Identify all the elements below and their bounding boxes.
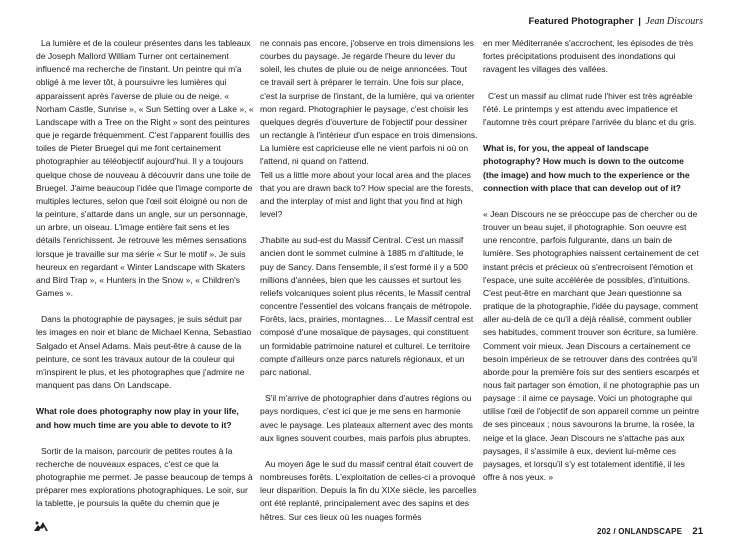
issue-label: 202 / ONLANDSCAPE — [596, 527, 683, 536]
page-footer — [597, 526, 703, 537]
paragraph: en mer Méditerranée s'accrochent, les épisodes de très fortes précipitations produisent des inondations qui ravagent les villages des vallées. — [483, 38, 694, 75]
paragraph: Sortir de la maison, parcourir de petites routes à la recherche de nouveaux espaces, c'est ce que la photographie me permet. Je passe beaucoup de temps à préparer mes explorations photographiques. Le soir, sur la tablette, je poursuis la quête du chemin que je — [36, 445, 253, 509]
paragraph: J'habite au sud-est du Massif Central. C'est un massif ancien dont le sommet culmine à 1885 m d'altitude, le puy de Sancy. Dans l'ensemble, il s'est formé il y a 500 millions d'années, bien que les causses et surtout les reliefs volcaniques soient plus récents, le Massif central concentre l'essentiel des volcans français de métropole. Forêts, lacs, prairies, montagnes… Le Massif central est composé d'une mosaïque de paysages, qui constituent un formidable patrimoine naturel et culturel. Le territoire compte d'ailleurs onze parcs naturels régionaux, et un parc national. — [260, 235, 474, 377]
text-column-1 — [36, 37, 254, 524]
paragraph: Au moyen âge le sud du massif central était couvert de nombreuses forêts. L'exploitation de celles-ci a provoqué leur disparition. Depuis la fin du XIXe siècle, les parcelles ont été replanté, principalement avec des sapins et des hêtres. Sur ces lieux où les nuages formés — [260, 458, 477, 522]
page-number: 21 — [692, 526, 703, 537]
section-label: Featured Photographer — [528, 16, 634, 27]
paragraph: C'est un massif au climat rude l'hiver est très agréable l'été. Le printemps y est attendu avec impatience et l'automne très court prépare l'arrivée du blanc et du gris. — [483, 90, 697, 127]
paragraph: Dans la photographie de paysages, je suis séduit par les images en noir et blanc de Michael Kenna, Sebastiao Salgado et Ansel Adams. Mais peut-être à cause de la peinture, ce sont les travaux autour de la couleur qui m'inspirent le plus, et les photographes que j'admire ne manquent pas dans On Landscape. — [36, 314, 252, 391]
paragraph: La lumière et de la couleur présentes dans les tableaux de Joseph Mallord William Turner ont certainement influencé ma recherche de l'instant. Un peintre qui m'a obligé à me lever tôt, à poursuivre les lumières qui apparaissent après l'averse de pluie ou de neige. « Norham Castle, Sunrise », « Sun Setting over a Lake », « Landscape with a Tree on the Right » sont des peintures que je regarde fréquemment. C'est l'apparent fouillis des toiles de Pieter Bruegel qui me font certainement photographier au téléobjectif aujourd'hui. Il y a toujours quelque chose de nouveau à découvrir dans une toile de Bruegel. J'aime beaucoup l'idée que l'image comporte de multiples lectures, selon que l'œil soit éloigné ou non de la peinture, s'attarde dans un angle, sur un personnage, un arbre, un oiseau. L'image entière fait sens et les détails l'enrichissent. Je retrouve les mêmes sensations lorsque je travaille sur ma série « Sur le motif ». Je suis heureux en regardant « Winter Landscape with Skaters and Bird Trap », « Hunters in the Snow », « Children's Games ». — [36, 38, 254, 298]
photographer-name: Jean Discours — [645, 16, 703, 27]
landscape-logo-icon — [34, 520, 48, 532]
paragraph: « Jean Discours ne se préoccupe pas de chercher ou de trouver un beau sujet, il photographie. Son oeuvre est une rencontre, parfois fulgurante, dans un bain de lumière. Ses photographies naissent certainement de cet instant précis et précieux où s'entrecroisent l'émotion et l'espace, une suite accélérée de possibles, d'intuitions. C'est peut-être en marchant que Jean questionne sa pratique de la photographie, l'idée du paysage, comment aller au-delà de ce qu'il a déjà réalisé, comment oublier ses habitudes, comment trouver son écriture, sa lumière. Comment voir mieux. Jean Discours a certainement ce besoin impérieux de se retrouver dans des contrées qu'il aborde pour la première fois sur des sentiers escarpés et nous fait partager son émotion, il ne photographie pas un paysage : il aime ce paysage. Voici un photographe qui utilise l'œil de l'objectif de son appareil comme un peintre de ses pinceaux ; nous savourons la brume, la rosée, la neige et la glace. Jean Discours ne s'attache pas aux paysages, il s'assimile à eux, devient lui-même ces paysages, et lorsqu'il s'y est totalement identifié, il les offre à nos yeux. » — [483, 208, 700, 483]
interview-question: What role does photography now play in your life, and how much time are you able to devote to it? — [36, 406, 239, 430]
paragraph: S'il m'arrive de photographier dans d'autres régions ou pays nordiques, c'est ici que je me sens en harmonie avec le paysage. Les plateaux alternent avec des monts aux lignes souvent courbes, mais parfois plus abruptes. — [260, 393, 473, 443]
text-column-2 — [260, 37, 478, 537]
running-header — [529, 16, 704, 27]
interview-question: Tell us a little more about your local area and the places that you are drawn back to? How special are the forests, and the interplay of mist and light that you find at high level? — [260, 169, 474, 220]
header-separator: | — [638, 16, 641, 27]
text-column-3 — [483, 37, 701, 497]
paragraph: ne connais pas encore, j'observe en trois dimensions les courbes du paysage. Je regarde l'heure du lever du soleil, les chutes de pluie ou de neige annoncées. Tout ce travail sert à préparer le terrain. Une fois sur place, c'est la surprise de l'instant, de la lumière, qui va orienter mon regard. Photographier le paysage, c'est choisir les quelques degrés d'ouverture de l'objectif pour dessiner un rectangle à l'intérieur d'un espace en trois dimensions. La lumière est capricieuse elle ne vient parfois ni où on l'attend, ni quand on l'attend. — [260, 38, 478, 167]
interview-question: What is, for you, the appeal of landscape photography? How much is down to the outcome (the image) and how much to the experience or the connection with place that can develop out of it? — [483, 143, 690, 193]
